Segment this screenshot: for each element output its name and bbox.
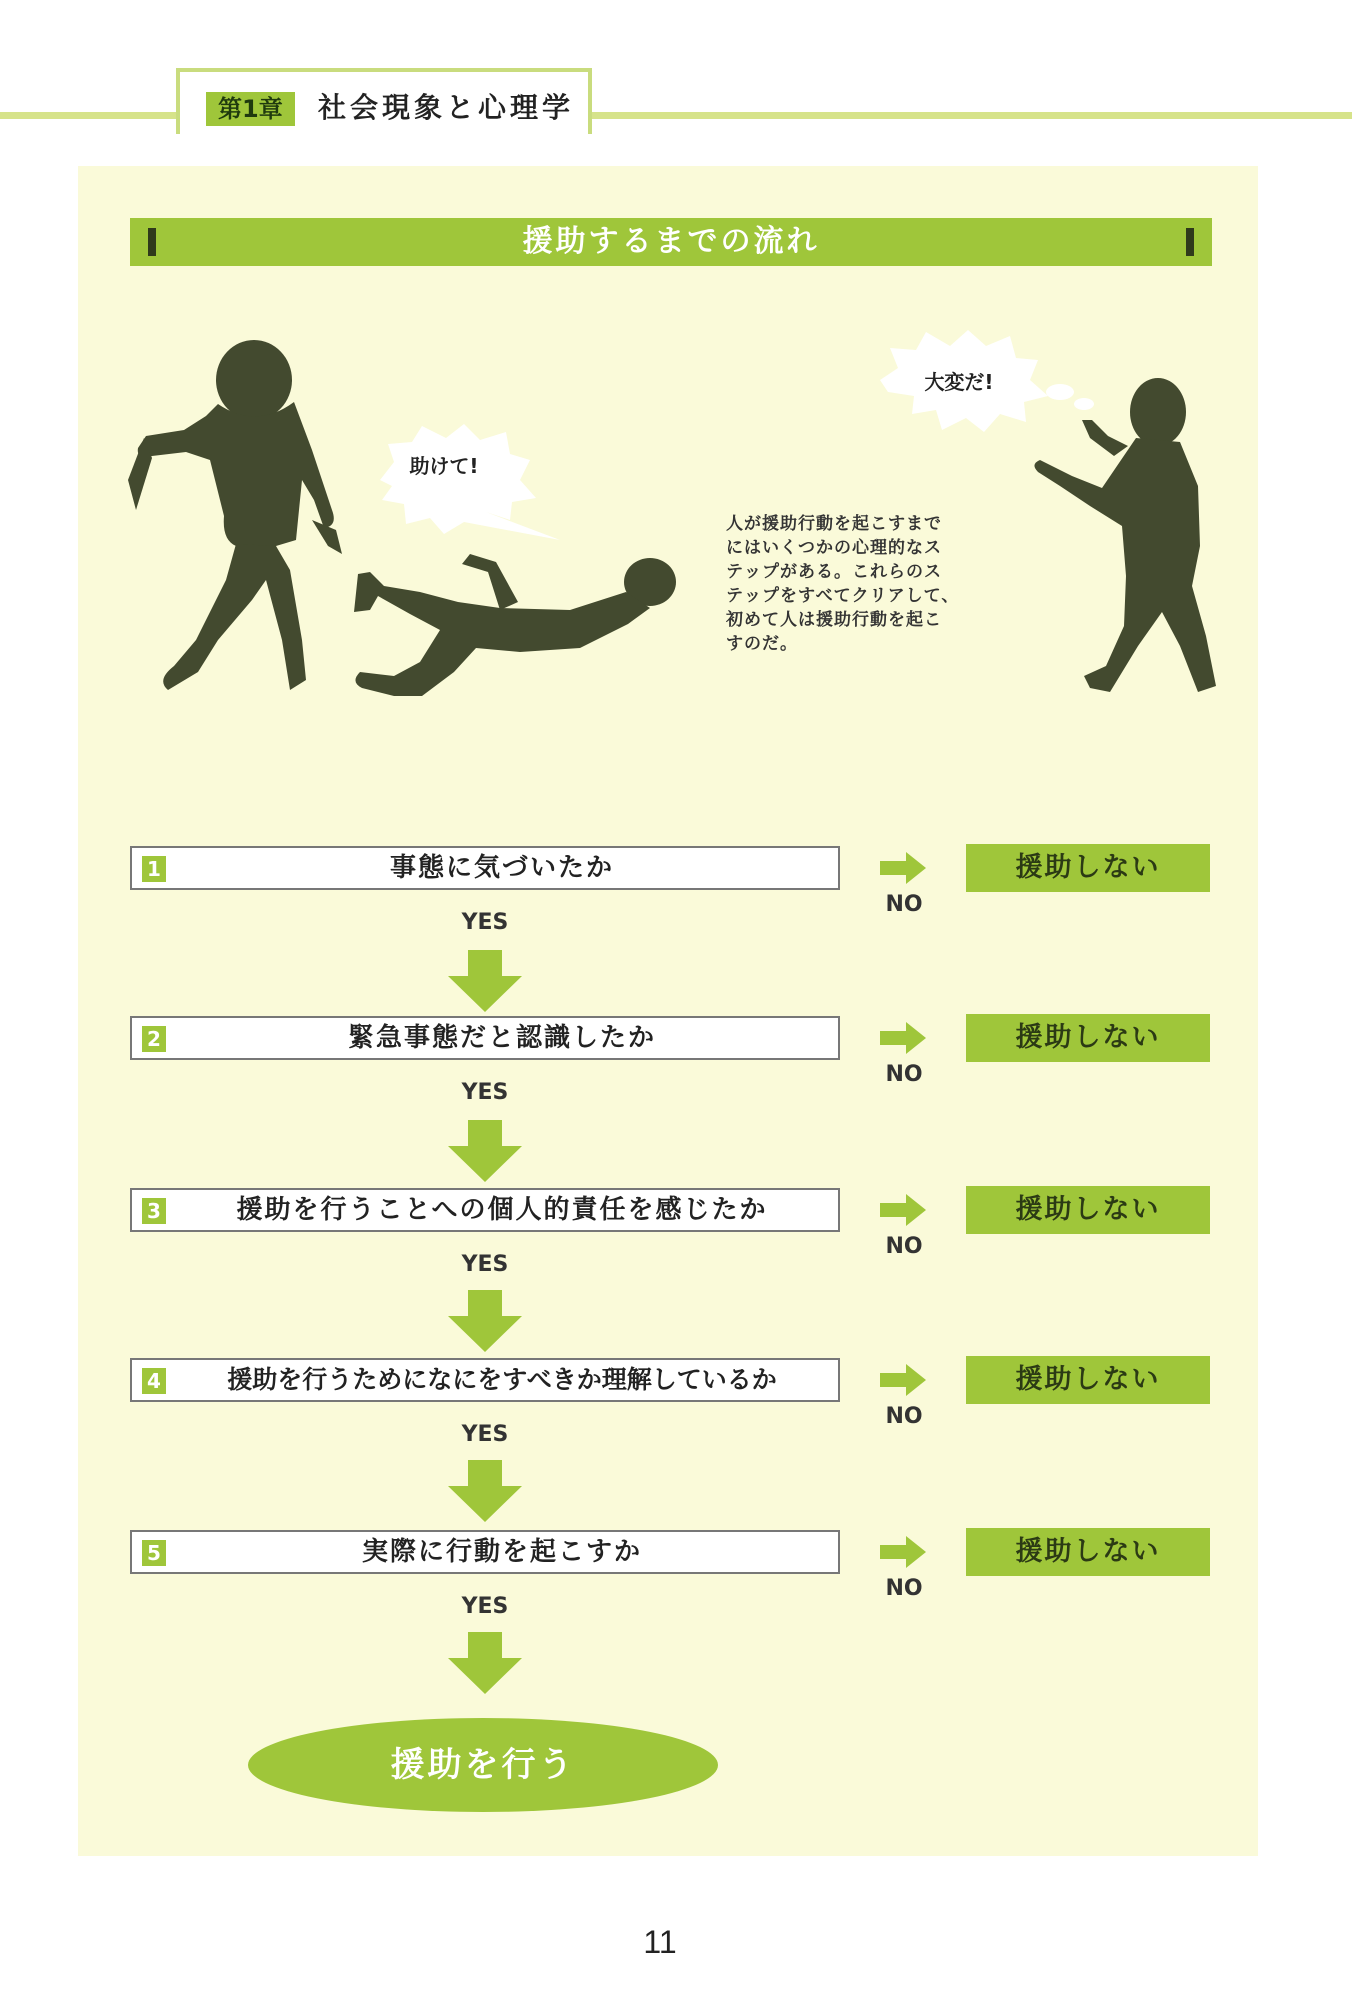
step-1-text: 事態に気づいたか [389, 853, 614, 883]
bubble-bystander-text: 大変だ! [924, 370, 994, 394]
step-2-number: 2 [142, 1026, 166, 1052]
step-2-box [130, 1016, 840, 1060]
chapter-title: 社会現象と心理学 [318, 91, 575, 124]
right-arrow-icon [880, 852, 926, 884]
no-help-result-3: 援助しない [966, 1186, 1210, 1234]
speech-bubble-victim [360, 420, 580, 540]
step-4-text: 援助を行うためになにをすべきか理解しているか [227, 1365, 777, 1394]
no-label-5: NO [885, 1576, 923, 1601]
step-5-box [130, 1530, 840, 1574]
step-3-number: 3 [142, 1198, 166, 1224]
step-3-box [130, 1188, 840, 1232]
no-label-1: NO [885, 892, 923, 917]
yes-label-4: YES [461, 1422, 509, 1447]
step-5-number: 5 [142, 1540, 166, 1566]
no-help-result-2: 援助しない [966, 1014, 1210, 1062]
right-arrow-icon [880, 1022, 926, 1054]
yes-label-5: YES [461, 1594, 509, 1619]
step-2-text: 緊急事態だと認識したか [347, 1023, 656, 1053]
step-3-text: 援助を行うことへの個人的責任を感じたか [236, 1195, 768, 1225]
title-bar-right-mark [1186, 228, 1194, 256]
down-arrow-icon [448, 1632, 522, 1694]
final-outcome: 援助を行う [248, 1718, 718, 1812]
right-arrow-icon [880, 1364, 926, 1396]
yes-label-3: YES [461, 1252, 509, 1277]
step-4-number: 4 [142, 1368, 166, 1394]
no-help-result-1: 援助しない [966, 844, 1210, 892]
scene-description: 人が援助行動を起こすまで にはいくつかの心理的なス テップがある。これらのス テップをすべてクリアして、 初めて人は援助行動を起こ すのだ。 [726, 514, 960, 654]
diagram-title-bar [130, 218, 1212, 266]
no-label-2: NO [885, 1062, 923, 1087]
yes-label-1: YES [461, 910, 509, 935]
diagram-title: 援助するまでの流れ [522, 224, 820, 259]
down-arrow-icon [448, 950, 522, 1012]
step-1-number: 1 [142, 856, 166, 882]
step-4-box [130, 1358, 840, 1402]
no-help-result-4: 援助しない [966, 1356, 1210, 1404]
right-arrow-icon [880, 1536, 926, 1568]
no-label-4: NO [885, 1404, 923, 1429]
no-label-3: NO [885, 1234, 923, 1259]
down-arrow-icon [448, 1460, 522, 1522]
attacker-silhouette [126, 340, 346, 700]
bubble-victim-text: 助けて! [409, 454, 479, 478]
step-5-text: 実際に行動を起こすか [361, 1537, 642, 1567]
chapter-number: 第1章 [206, 92, 295, 126]
victim-silhouette [350, 552, 690, 712]
down-arrow-icon [448, 1120, 522, 1182]
right-arrow-icon [880, 1194, 926, 1226]
no-help-result-5: 援助しない [966, 1528, 1210, 1576]
page-number: 11 [643, 1924, 677, 1960]
yes-label-2: YES [461, 1080, 509, 1105]
step-1-box [130, 846, 840, 890]
down-arrow-icon [448, 1290, 522, 1352]
